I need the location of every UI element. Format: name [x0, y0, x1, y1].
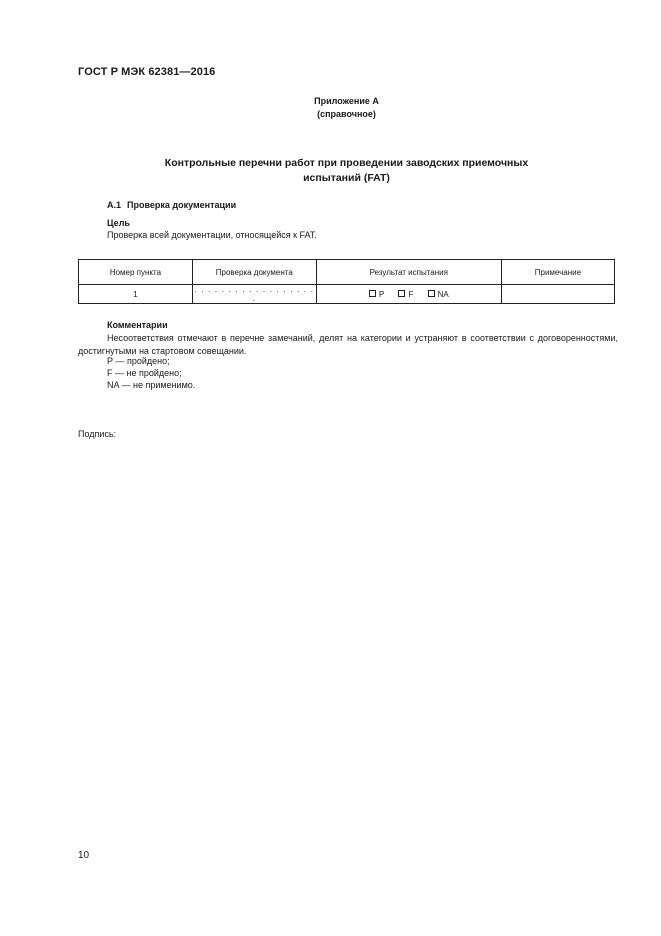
comments-text: Несоответствия отмечают в перечне замечаний, делят на категории и устраняют в соответствии с договоренностями, достигнутыми на стартовом совещании.	[78, 333, 618, 356]
header-test-result: Результат испытания	[316, 260, 501, 285]
goal-text: Проверка всей документации, относящейся к FAT.	[107, 230, 317, 240]
header-document-check: Проверка документа	[192, 260, 316, 285]
checkbox-icon[interactable]	[398, 290, 405, 297]
section-heading	[107, 200, 236, 210]
result-option-na-label: NA	[437, 289, 449, 299]
header-note: Примечание	[501, 260, 614, 285]
cell-result-options	[316, 285, 501, 304]
page-number: 10	[78, 850, 90, 861]
goal-label: Цель	[107, 218, 130, 228]
definition-passed: Р — пройдено;	[107, 356, 170, 366]
definition-failed: F — не пройдено;	[107, 368, 182, 378]
definition-not-applicable: NA — не применимо.	[107, 380, 196, 390]
section-number: А.1	[107, 200, 122, 210]
section-title: Проверка документации	[127, 200, 237, 210]
checklist-table	[78, 259, 615, 304]
standard-header: ГОСТ Р МЭК 62381—2016	[78, 66, 216, 78]
cell-note	[501, 285, 614, 304]
result-option-p-label: Р	[378, 289, 385, 299]
checkbox-icon[interactable]	[428, 290, 435, 297]
cell-item-number: 1	[79, 285, 193, 304]
document-title-line-2: испытаний (FAT)	[303, 172, 390, 184]
annex-heading	[0, 95, 661, 121]
document-title	[0, 156, 661, 186]
document-title-line-1: Контрольные перечни работ при проведении заводских приемочных	[164, 157, 529, 169]
result-option-p[interactable]	[369, 290, 384, 299]
annex-title: Приложение А	[314, 96, 379, 106]
table-header-row	[79, 260, 615, 285]
header-item-number: Номер пункта	[79, 260, 193, 285]
table-row	[79, 285, 615, 304]
result-option-na[interactable]	[428, 290, 449, 299]
annex-kind: (справочное)	[317, 109, 376, 119]
result-option-f-label: F	[408, 289, 414, 299]
checkbox-icon[interactable]	[369, 290, 376, 297]
result-option-f[interactable]	[398, 290, 413, 299]
comments-label: Комментарии	[107, 320, 168, 330]
cell-document-placeholder: . . . . . . . . . . . . . . . . . . .	[192, 285, 316, 304]
signature-label: Подпись:	[78, 429, 117, 439]
